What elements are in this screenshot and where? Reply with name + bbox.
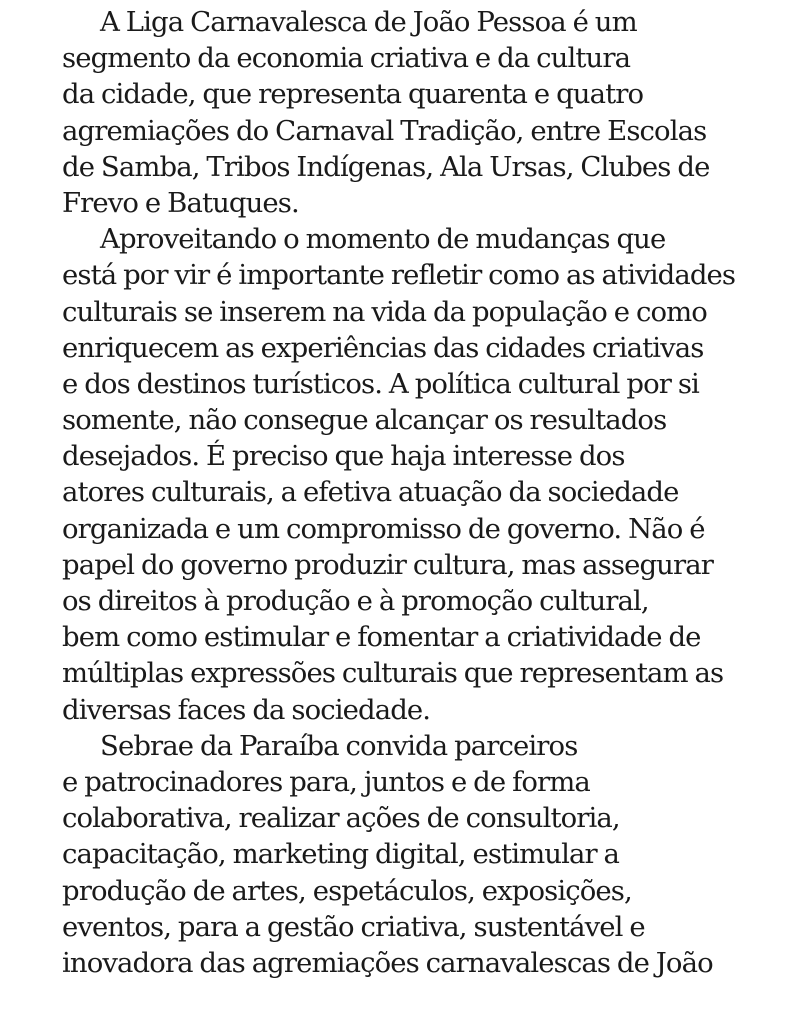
- text-line: Sebrae da Paraíba convida parceiros: [100, 729, 578, 762]
- text-line: múltiplas expressões culturais que representam as: [62, 657, 724, 690]
- text-line: segmento da economia criativa e da cultura: [62, 42, 631, 75]
- text-line: somente, não consegue alcançar os resultados: [62, 404, 667, 437]
- text-line: de Samba, Tribos Indígenas, Ala Ursas, Clubes de: [62, 150, 710, 183]
- text-line: capacitação, marketing digital, estimular a: [62, 838, 620, 871]
- text-line: da cidade, que representa quarenta e quatro: [62, 78, 644, 111]
- paragraph-liga-carnavalesca: [62, 4, 792, 221]
- text-line: papel do governo produzir cultura, mas assegurar: [62, 548, 713, 581]
- text-line: e patrocinadores para, juntos e de forma: [62, 765, 590, 798]
- text-line: está por vir é importante refletir como as atividades: [62, 259, 736, 292]
- text-line: Frevo e Batuques.: [62, 186, 299, 219]
- text-line: inovadora das agremiações carnavalescas de João: [62, 946, 713, 979]
- text-line: atores culturais, a efetiva atuação da sociedade: [62, 476, 679, 509]
- text-line: produção de artes, espetáculos, exposições,: [62, 874, 632, 907]
- text-line: eventos, para a gestão criativa, sustentável e: [62, 910, 645, 943]
- text-line: enriquecem as experiências das cidades criativas: [62, 331, 704, 364]
- text-line: agremiações do Carnaval Tradição, entre Escolas: [62, 114, 707, 147]
- text-line: Aproveitando o momento de mudanças que: [100, 223, 666, 256]
- text-line: e dos destinos turísticos. A política cultural por si: [62, 367, 699, 400]
- text-line: culturais se inserem na vida da população e como: [62, 295, 707, 328]
- text-line: organizada e um compromisso de governo. Não é: [62, 512, 705, 545]
- text-line: diversas faces da sociedade.: [62, 693, 431, 726]
- text-line: colaborativa, realizar ações de consultoria,: [62, 802, 620, 835]
- paragraph-sebrae: [62, 728, 792, 981]
- text-line: os direitos à produção e à promoção cultural,: [62, 585, 649, 617]
- text-line: A Liga Carnavalesca de João Pessoa é um: [100, 6, 637, 38]
- text-line: desejados. É preciso que haja interesse dos: [62, 440, 625, 473]
- paragraph-aproveitando: [62, 221, 792, 728]
- text-line: bem como estimular e fomentar a criatividade de: [62, 621, 701, 654]
- body-text: [62, 4, 792, 981]
